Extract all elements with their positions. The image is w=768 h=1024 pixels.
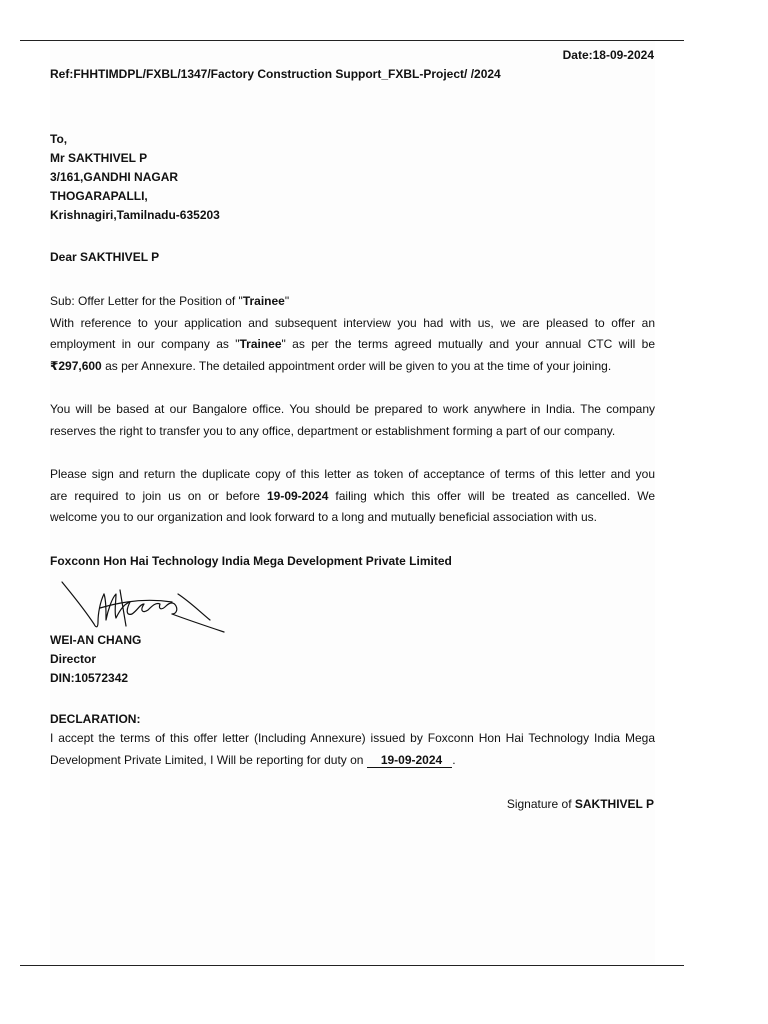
- reference-number: Ref:FHHTIMDPL/FXBL/1347/Factory Construction Support_FXBL-Project/ /2024: [50, 67, 501, 81]
- salutation: Dear SAKTHIVEL P: [50, 250, 160, 264]
- declaration-heading: DECLARATION:: [50, 712, 141, 726]
- letter-date: Date:18-09-2024: [562, 48, 654, 62]
- annual-ctc: ₹297,600: [50, 358, 102, 373]
- address-line-2: THOGARAPALLI,: [50, 189, 148, 203]
- signatory-title: Director: [50, 652, 97, 666]
- director-signature: [60, 580, 230, 640]
- offer-line-2: employment in our company as "Trainee" as per the terms agreed mutually and your annual CTC will be: [50, 337, 655, 351]
- address-line-1: 3/161,GANDHI NAGAR: [50, 170, 179, 184]
- joining-paragraph: Please sign and return the duplicate copy of this letter as token of acceptance of terms of this letter and you are required to join us on or before 19-09-2024 failing which this offer will be treated as cancelled. We welcome you to our organization and look forward to a long and mutually beneficial association with us.: [50, 467, 655, 524]
- signatory-name: WEI-AN CHANG: [50, 633, 142, 647]
- reporting-date-field: 19-09-2024: [367, 754, 452, 768]
- company-name: Foxconn Hon Hai Technology India Mega Development Private Limited: [50, 554, 452, 568]
- signatory-din: DIN:10572342: [50, 671, 129, 685]
- address-line-3: Krishnagiri,Tamilnadu-635203: [50, 208, 220, 222]
- recipient-name: Mr SAKTHIVEL P: [50, 151, 148, 165]
- offer-line-3: ₹297,600 as per Annexure. The detailed appointment order will be given to you at the time of your joining.: [50, 358, 612, 373]
- candidate-name: SAKTHIVEL P: [574, 797, 654, 811]
- position-title: Trainee: [242, 294, 285, 308]
- address-to: To,: [50, 132, 68, 146]
- joining-deadline: 19-09-2024: [266, 488, 329, 503]
- location-paragraph: You will be based at our Bangalore office. You should be prepared to work anywhere in India. The company reserves the right to transfer you to any office, department or establishment forming a part of our company.: [50, 402, 655, 438]
- candidate-signature-label: Signature of SAKTHIVEL P: [506, 797, 654, 811]
- subject-and-offer-paragraph: [50, 291, 655, 377]
- bottom-rule: [20, 965, 684, 966]
- declaration-text: I accept the terms of this offer letter (Including Annexure) issued by Foxconn Hon Hai Technology India Mega Development Private Limited, I Will be reporting for duty on 19-09-2024 .: [50, 731, 655, 767]
- offer-line-1: With reference to your application and subsequent interview you had with us, we are pleased to offer an: [50, 315, 655, 330]
- subject-line: Sub: Offer Letter for the Position of "Trainee": [50, 294, 290, 308]
